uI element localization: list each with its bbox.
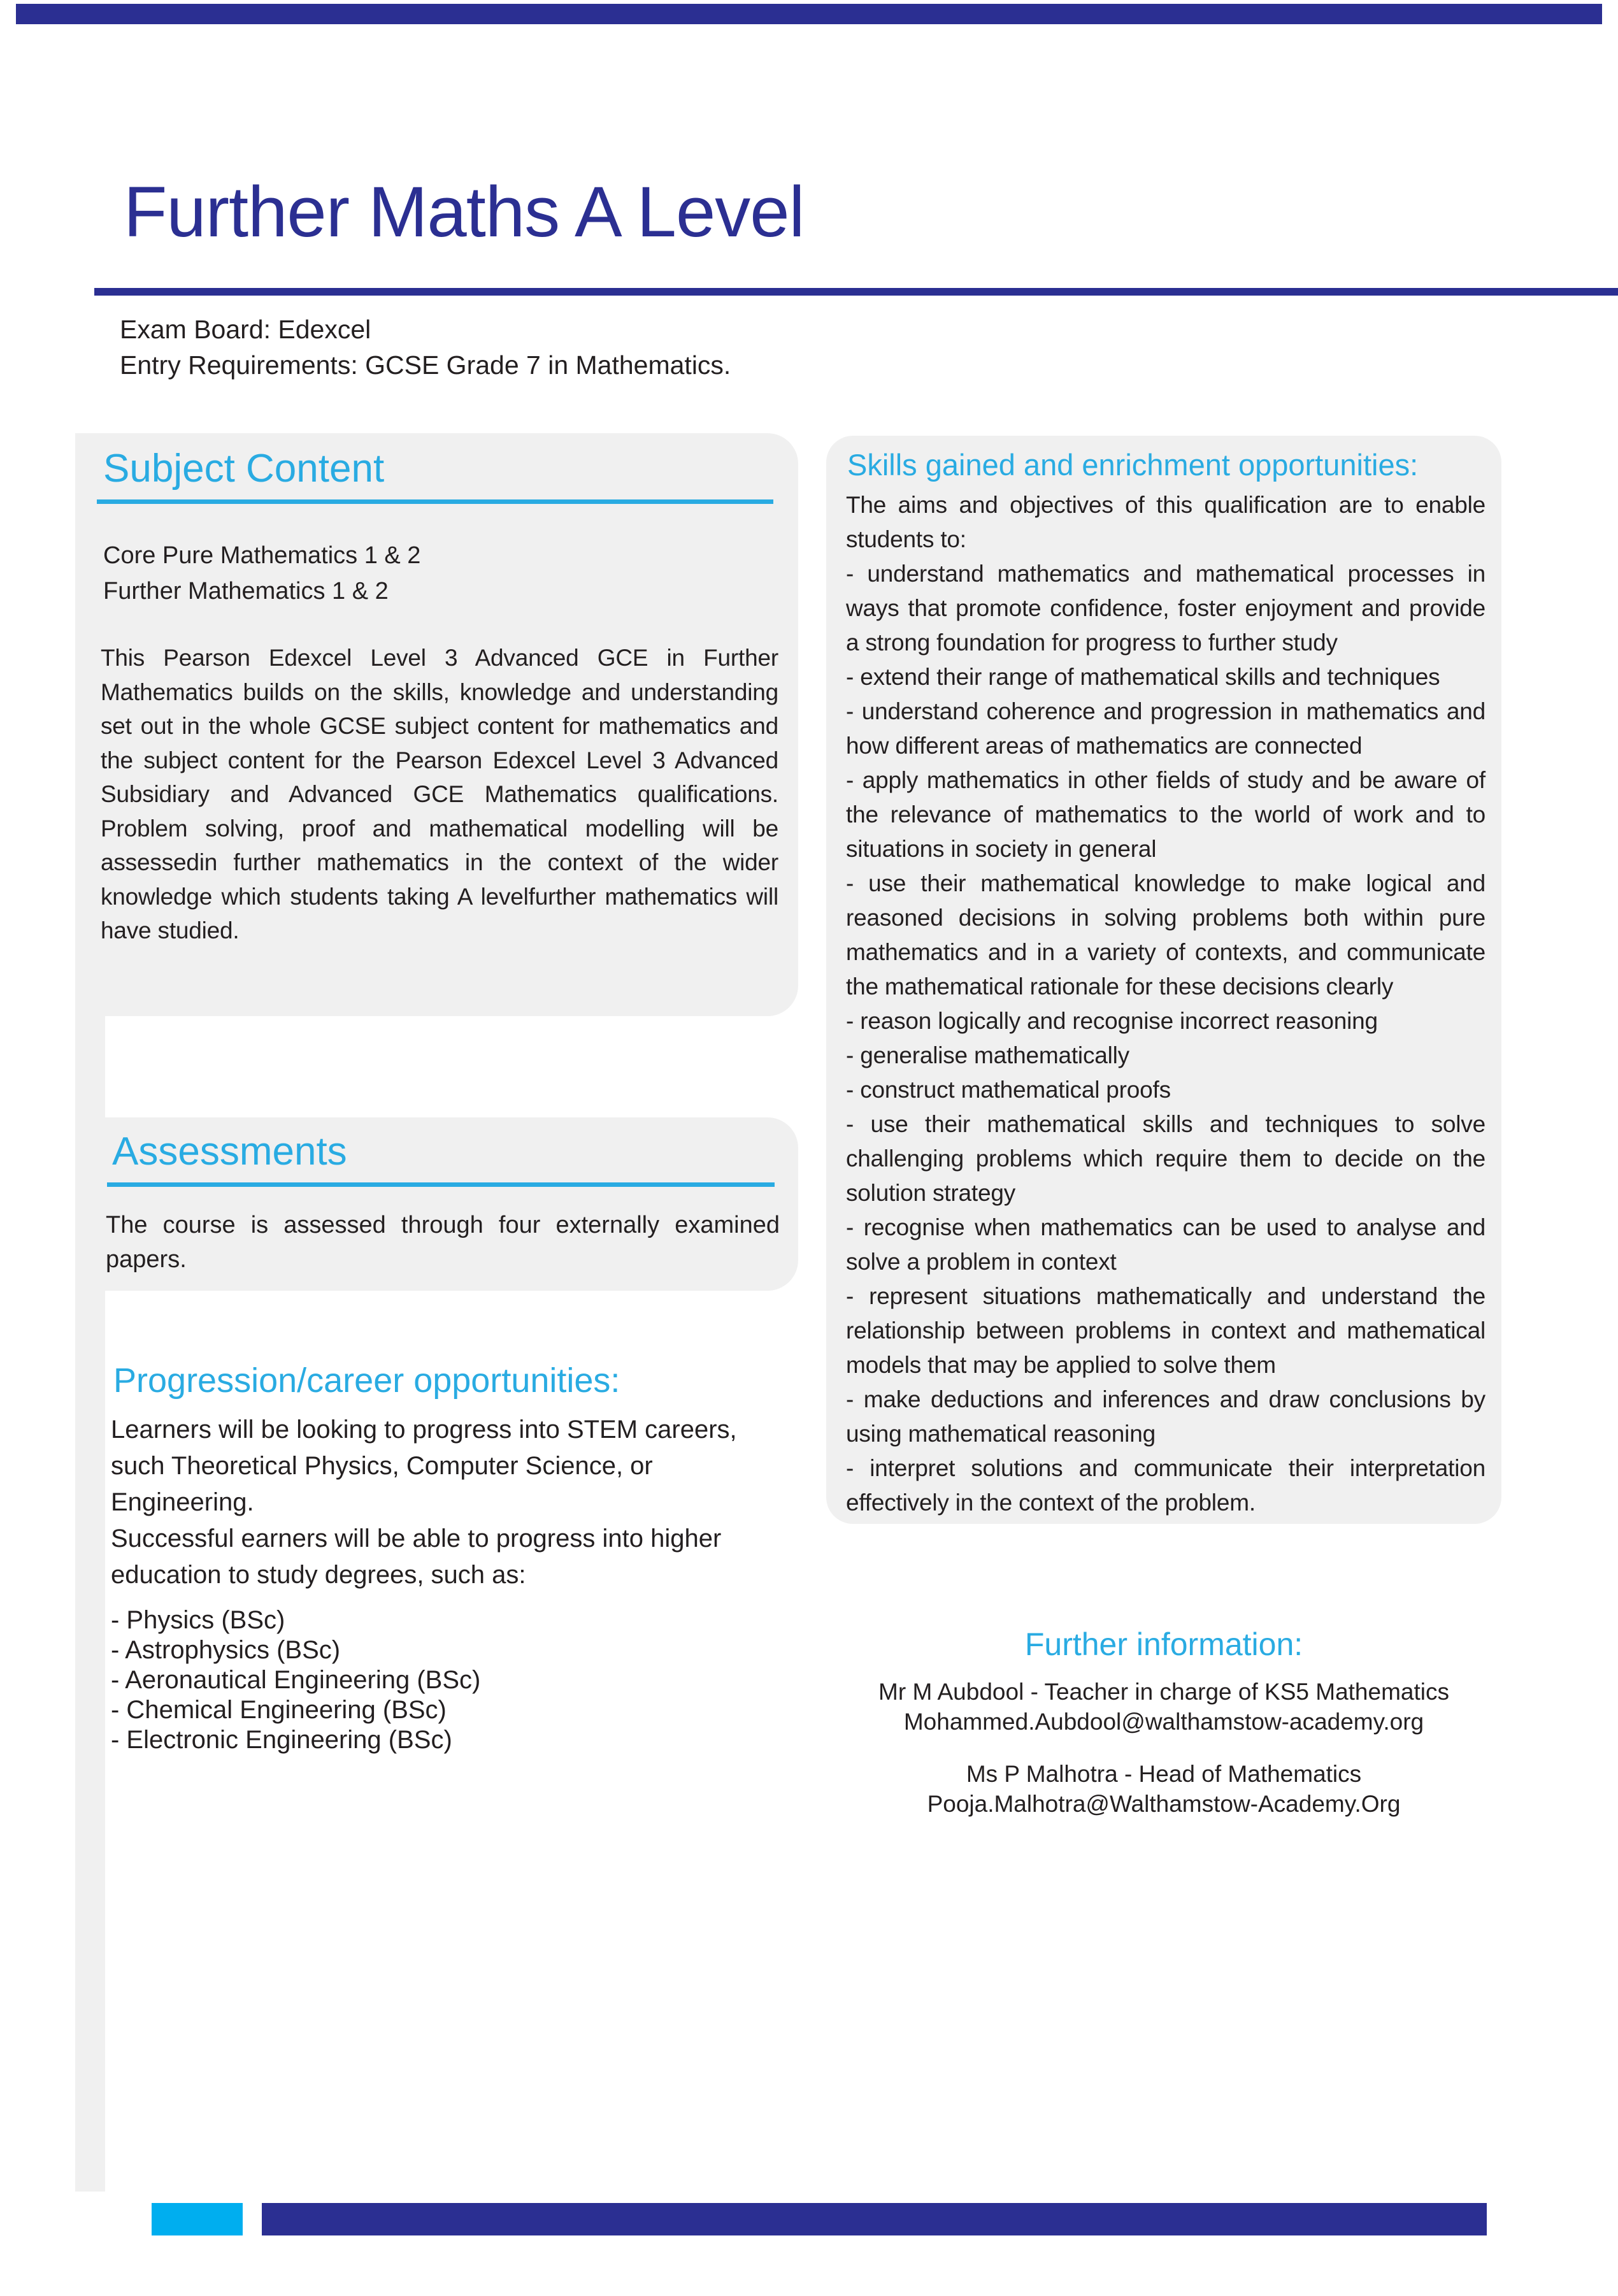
skills-bullet: - apply mathematics in other fields of study and be aware of the relevance of mathematics to the world of work and to situations in society in general xyxy=(846,767,1486,862)
assessments-paragraph: The course is assessed through four externally examined papers. xyxy=(106,1212,780,1273)
skills-bullet: - represent situations mathematically and understand the relationship between problems in context and mathematical models that may be applied to solve them xyxy=(846,1283,1486,1378)
degree-item: - Astrophysics (BSc) xyxy=(111,1636,341,1664)
skills-bullet: - understand coherence and progression in mathematics and how different areas of mathematics are connected xyxy=(846,698,1486,759)
degree-item: - Aeronautical Engineering (BSc) xyxy=(111,1666,481,1694)
skills-bullet: - interpret solutions and communicate their interpretation effectively in the context of the problem. xyxy=(846,1455,1486,1516)
spacer xyxy=(826,1737,1501,1759)
skills-body xyxy=(846,488,1486,1520)
top-accent-bar xyxy=(16,4,1602,24)
further-information-section xyxy=(826,1626,1501,1819)
progression-line: Successful earners will be able to progress into higher xyxy=(111,1525,722,1553)
degree-item: - Chemical Engineering (BSc) xyxy=(111,1696,447,1724)
course-line: Core Pure Mathematics 1 & 2 xyxy=(103,542,421,569)
contact-name: Ms P Malhotra - Head of Mathematics xyxy=(966,1761,1362,1787)
subject-content-course-list xyxy=(103,538,420,609)
progression-line: education to study degrees, such as: xyxy=(111,1561,526,1589)
degree-item: - Electronic Engineering (BSc) xyxy=(111,1726,452,1754)
contact-email: Pooja.Malhotra@Walthamstow-Academy.Org xyxy=(927,1791,1401,1817)
assessments-heading: Assessments xyxy=(112,1130,347,1173)
skills-bullet: - construct mathematical proofs xyxy=(846,1077,1171,1103)
progression-line: Engineering. xyxy=(111,1488,254,1516)
skills-heading: Skills gained and enrichment opportunities: xyxy=(847,448,1419,482)
skills-bullet: - recognise when mathematics can be used to analyse and solve a problem in context xyxy=(846,1214,1486,1275)
degree-item: - Physics (BSc) xyxy=(111,1606,285,1634)
skills-bullet: - generalise mathematically xyxy=(846,1042,1129,1068)
contact-email: Mohammed.Aubdool@walthamstow-academy.org xyxy=(903,1709,1424,1735)
footer-navy-bar xyxy=(262,2203,1487,2235)
skills-bullet: - extend their range of mathematical skills and techniques xyxy=(846,664,1440,690)
further-information-heading: Further information: xyxy=(1024,1626,1303,1662)
exam-board-line: Exam Board: Edexcel xyxy=(120,315,371,344)
subject-content-paragraph: This Pearson Edexcel Level 3 Advanced GCE in Further Mathematics builds on the skills, knowledge and understanding set out in the whole GCSE subject content for mathematics and the subject content for the Pearson Edexcel Level 3 Advanced Subsidiary and Advanced GCE Mathematics qualifications. Problem solving, proof and mathematical modelling will be assessedin further mathematics in the context of the wider knowledge which students taking A levelfurther mathematics will have studied. xyxy=(101,645,778,944)
assessments-heading-underline xyxy=(107,1182,775,1187)
subject-content-heading-underline xyxy=(97,499,773,504)
contact-name: Mr M Aubdool - Teacher in charge of KS5 Mathematics xyxy=(878,1679,1449,1705)
skills-bullet: - use their mathematical skills and techniques to solve challenging problems which require them to decide on the solution strategy xyxy=(846,1111,1486,1206)
progression-degree-list xyxy=(111,1605,480,1755)
skills-bullet: - use their mathematical knowledge to make logical and reasoned decisions in solving problems both within pure mathematics and in a variety of contexts, and communicate the mathematical rationale for these decisions clearly xyxy=(846,870,1486,1000)
skills-bullet: - make deductions and inferences and draw conclusions by using mathematical reasoning xyxy=(846,1386,1486,1447)
title-rule xyxy=(94,288,1618,296)
progression-paragraph xyxy=(111,1412,737,1593)
subject-content-heading: Subject Content xyxy=(103,447,385,491)
skills-bullet: - reason logically and recognise incorrect reasoning xyxy=(846,1008,1378,1034)
page-title: Further Maths A Level xyxy=(124,172,805,252)
footer-cyan-block xyxy=(152,2203,243,2235)
progression-heading: Progression/career opportunities: xyxy=(113,1361,620,1400)
progression-line: Learners will be looking to progress into STEM careers, xyxy=(111,1416,737,1444)
course-line: Further Mathematics 1 & 2 xyxy=(103,578,389,605)
entry-requirements-line: Entry Requirements: GCSE Grade 7 in Mathematics. xyxy=(120,350,731,380)
skills-bullet: - understand mathematics and mathematical processes in ways that promote confidence, foster enjoyment and provide a strong foundation for progress to further study xyxy=(846,561,1486,656)
progression-line: such Theoretical Physics, Computer Science, or xyxy=(111,1452,653,1480)
skills-intro: The aims and objectives of this qualification are to enable students to: xyxy=(846,492,1486,552)
